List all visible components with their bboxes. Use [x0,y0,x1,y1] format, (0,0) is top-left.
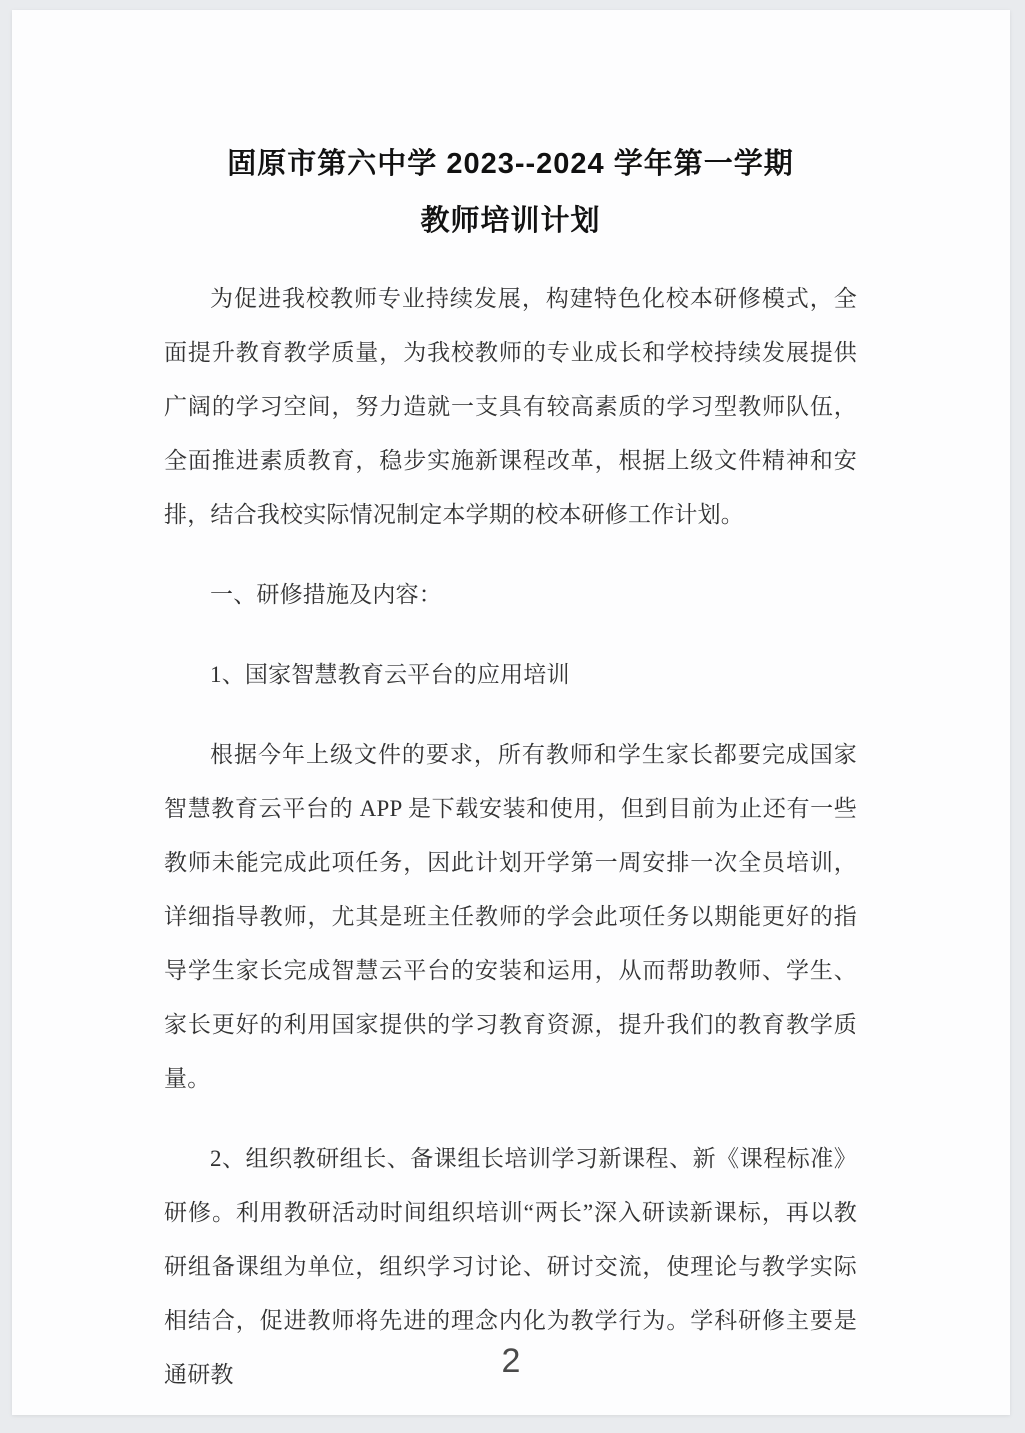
document-title-line-2: 教师培训计划 [420,205,601,237]
document-page [12,10,1010,1415]
document-title-line-1: 固原市第六中学 2023--2024 学年第一学期 [227,148,794,180]
section-1-heading: 一、研修措施及内容： [210,582,442,607]
document-title [164,136,857,250]
item-2-paragraph: 2、组织教研组长、备课组长培训学习新课程、新《课程标准》研修。利用教研活动时间组织培训“两长”深入研读新课标，再以教研组备课组为单位，组织学习讨论、研讨交流，使理论与教学实际相结合，促进教师将先进的理念内化为教学行为。学科研修主要是通研教 [164,1146,857,1387]
document-content [12,10,1010,1402]
intro-paragraph: 为促进我校教师专业持续发展，构建特色化校本研修模式，全面提升教育教学质量，为我校教师的专业成长和学校持续发展提供广阔的学习空间，努力造就一支具有较高素质的学习型教师队伍，全面推进素质教育，稳步实施新课程改革，根据上级文件精神和安排，结合我校实际情况制定本学期的校本研修工作计划。 [164,286,857,527]
item-1-paragraph: 根据今年上级文件的要求，所有教师和学生家长都要完成国家智慧教育云平台的 APP 是下载安装和使用，但到目前为止还有一些教师未能完成此项任务，因此计划开学第一周安排一次全员培训，详细指导教师，尤其是班主任教师的学会此项任务以期能更好的指导学生家长完成智慧云平台的安装和运用，从而帮助教师、学生、家长更好的利用国家提供的学习教育资源，提升我们的教育教学质量。 [164,742,857,1091]
page-number: 2 [501,1342,521,1380]
item-1-heading: 1、国家智慧教育云平台的应用培训 [210,662,570,687]
